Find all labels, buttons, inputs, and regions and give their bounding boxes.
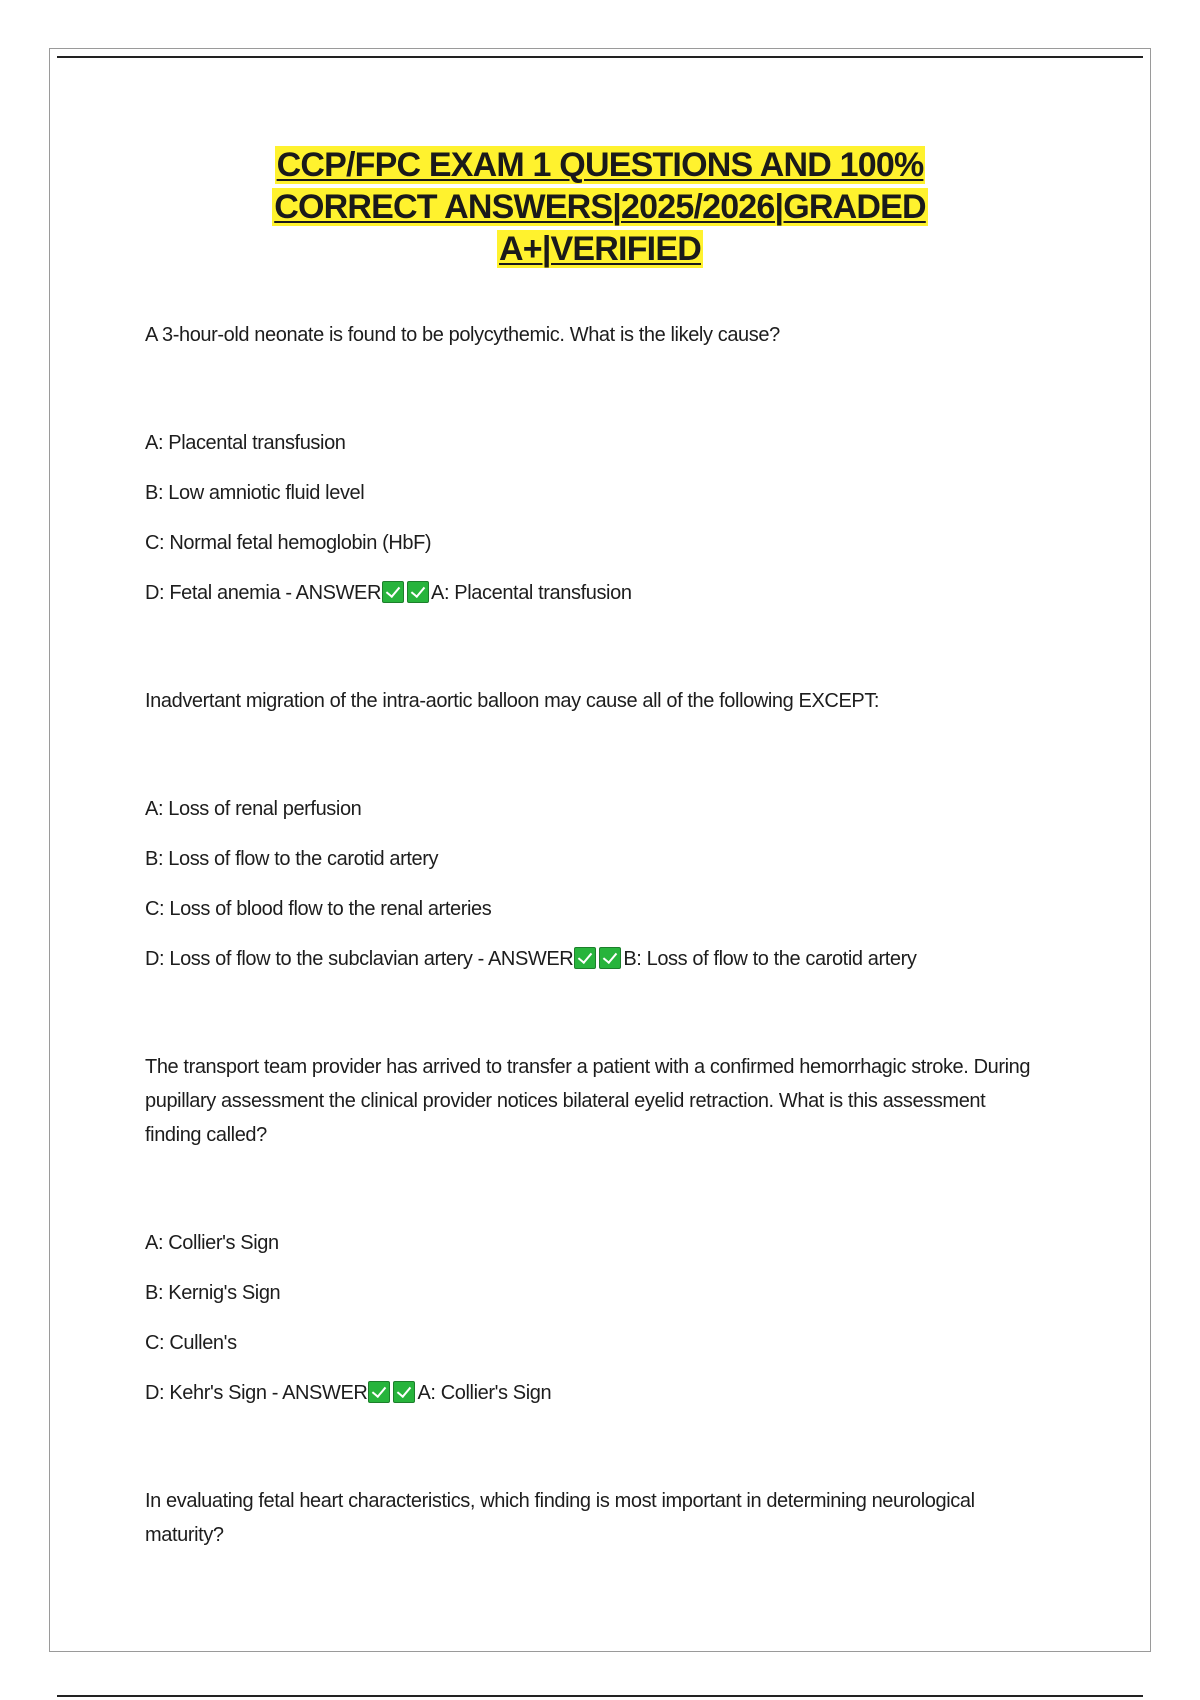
option-d: D: Loss of flow to the subclavian artery - ANSWER <box>145 948 574 970</box>
top-rule <box>57 56 1143 58</box>
question-block-4 <box>145 1484 1045 1552</box>
option-d-with-answer <box>145 1368 1045 1418</box>
title-line-2: CORRECT ANSWERS|2025/2026|GRADED <box>274 188 926 226</box>
option-list <box>145 784 1045 984</box>
option-d-with-answer <box>145 934 1045 984</box>
question-text: In evaluating fetal heart characteristics, which finding is most important in determining neurological maturity? <box>145 1490 975 1546</box>
option-b: B: Low amniotic fluid level <box>145 482 365 504</box>
answer-text: B: Loss of flow to the carotid artery <box>623 948 917 970</box>
option-d: D: Fetal anemia - ANSWER <box>145 582 382 604</box>
question-block-3 <box>145 1050 1045 1418</box>
title-line-1: CCP/FPC EXAM 1 QUESTIONS AND 100% <box>276 146 924 184</box>
option-c: C: Normal fetal hemoglobin (HbF) <box>145 532 432 554</box>
check-mark-icon <box>393 1381 415 1403</box>
option-d-with-answer <box>145 568 1045 618</box>
question-block-2 <box>145 684 1045 984</box>
document-title <box>0 144 1200 270</box>
option-b: B: Kernig's Sign <box>145 1282 281 1304</box>
check-mark-icon <box>599 947 621 969</box>
option-c: C: Cullen's <box>145 1332 237 1354</box>
option-list <box>145 1218 1045 1418</box>
option-list <box>145 418 1045 618</box>
option-a: A: Collier's Sign <box>145 1232 279 1254</box>
option-a: A: Placental transfusion <box>145 432 346 454</box>
answer-text: A: Collier's Sign <box>417 1382 552 1404</box>
check-mark-icon <box>368 1381 390 1403</box>
check-mark-icon <box>382 581 404 603</box>
check-mark-icon <box>574 947 596 969</box>
option-b: B: Loss of flow to the carotid artery <box>145 848 439 870</box>
question-text: Inadvertant migration of the intra-aortic balloon may cause all of the following EXCEPT: <box>145 690 880 712</box>
option-d: D: Kehr's Sign - ANSWER <box>145 1382 368 1404</box>
question-text: The transport team provider has arrived to transfer a patient with a confirmed hemorrhagic stroke. During pupillary assessment the clinical provider notices bilateral eyelid retraction. What is this assessment finding called? <box>145 1056 1031 1146</box>
check-mark-icon <box>407 581 429 603</box>
title-line-3: A+|VERIFIED <box>499 230 701 268</box>
bottom-rule <box>57 1695 1143 1697</box>
option-a: A: Loss of renal perfusion <box>145 798 362 820</box>
question-text: A 3-hour-old neonate is found to be polycythemic. What is the likely cause? <box>145 324 780 346</box>
option-c: C: Loss of blood flow to the renal arteries <box>145 898 492 920</box>
question-list <box>145 318 1045 1552</box>
question-block-1 <box>145 318 1045 618</box>
answer-text: A: Placental transfusion <box>431 582 632 604</box>
